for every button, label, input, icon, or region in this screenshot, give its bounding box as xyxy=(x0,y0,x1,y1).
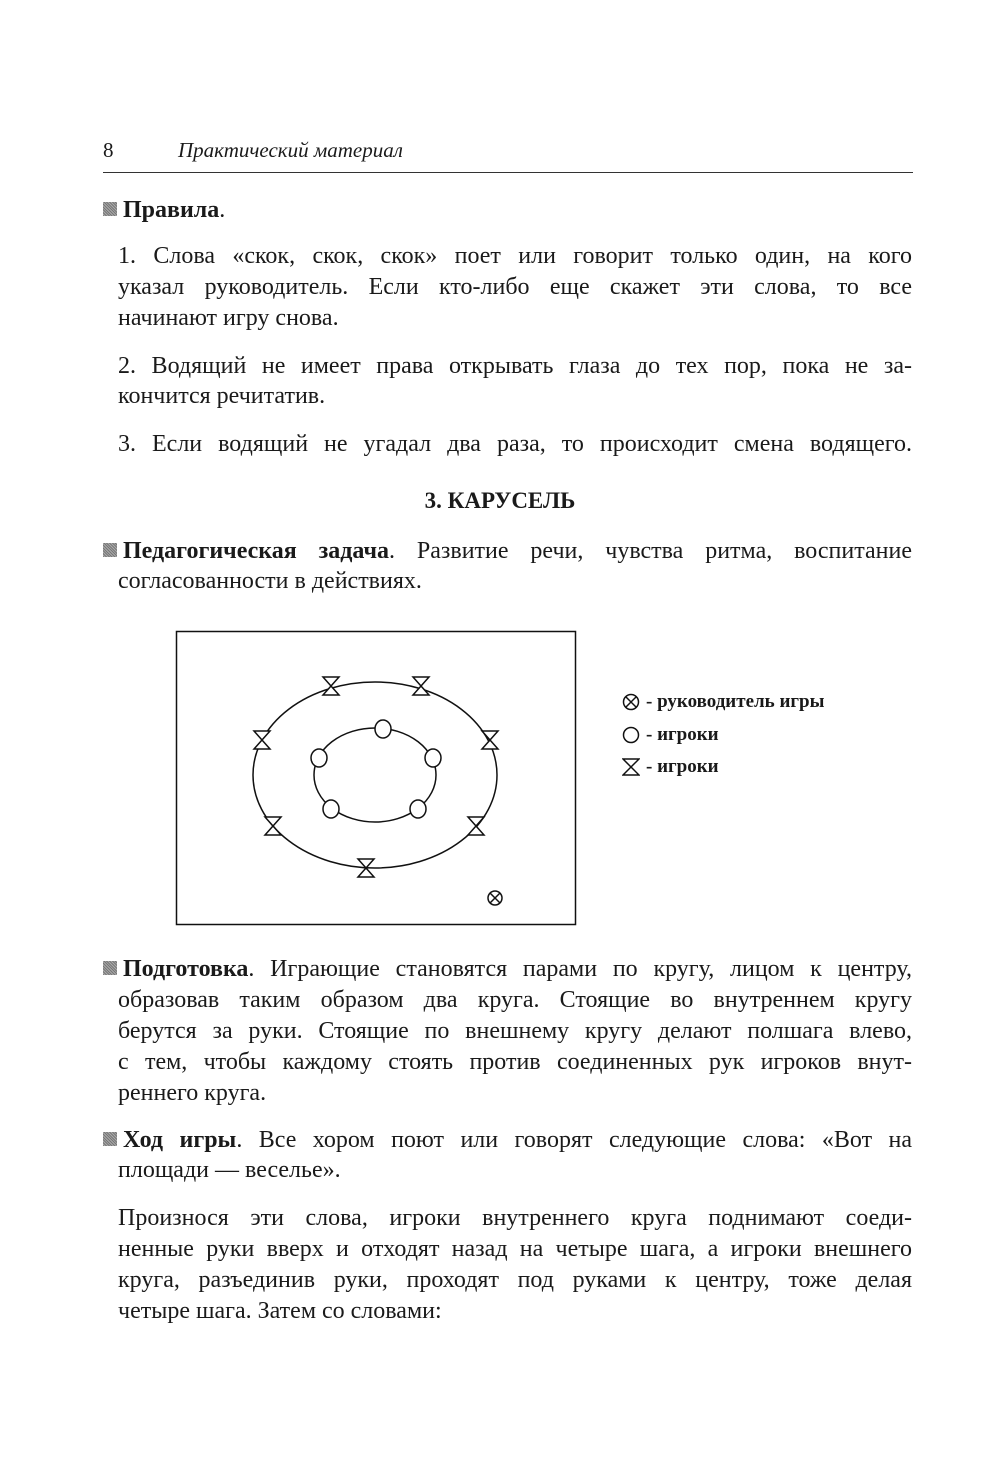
rules-line: 2. Водящий не имеет права открывать глаза до тех пор, пока не за- xyxy=(118,353,912,379)
rules-line: указал руководитель. Если кто-либо еще скажет эти слова, то все xyxy=(118,274,912,300)
outer-player-hourglass-icon xyxy=(413,677,429,695)
play-line: Ход игры. Все хором поют или говорят следующие слова: «Вот на xyxy=(103,1125,912,1156)
prep-line: Подготовка. Играющие становятся парами по кругу, лицом к центру, xyxy=(103,954,912,985)
inner-player-circle-icon xyxy=(311,749,327,767)
rules-line: кончится речитатив. xyxy=(118,383,326,409)
inner-player-circle-icon xyxy=(375,720,391,738)
legend-item-leader: - руководитель игры xyxy=(622,690,824,714)
bullet-square-icon xyxy=(103,961,117,975)
outer-player-hourglass-icon xyxy=(468,817,484,835)
running-title: Практический материал xyxy=(178,138,403,162)
para-line: ненные руки вверх и отходят назад на четыре шага, а игроки внешнего xyxy=(118,1236,912,1262)
section-heading: 3. КАРУСЕЛЬ xyxy=(424,488,576,513)
outer-player-hourglass-icon xyxy=(254,731,270,749)
outer-player-hourglass-icon xyxy=(265,817,281,835)
leader-icon xyxy=(488,891,502,905)
para-line: Произнося эти слова, игроки внутреннего круга поднимают соеди- xyxy=(118,1205,912,1231)
outer-circle xyxy=(253,682,497,868)
inner-player-circle-icon xyxy=(410,800,426,818)
page-number: 8 xyxy=(103,138,114,162)
legend-item-inner-players: - игроки xyxy=(622,723,719,747)
outer-player-hourglass-icon xyxy=(482,731,498,749)
prep-line: берутся за руки. Стоящие по внешнему кругу делают полшага влево, xyxy=(118,1018,912,1044)
task-line: Педагогическая задача. Развитие речи, чувства ритма, воспитание xyxy=(103,536,912,567)
bullet-square-icon xyxy=(103,1132,117,1146)
prep-line: образовав таким образом два круга. Стоящие во внутреннем кругу xyxy=(118,987,912,1013)
play-line: площади — веселье». xyxy=(118,1157,341,1183)
rules-title: Правила. xyxy=(103,195,912,226)
rules-line: 3. Если водящий не угадал два раза, то происходит смена водящего. xyxy=(118,431,912,457)
rules-line: 1. Слова «скок, скок, скок» поет или говорит только один, на кого xyxy=(118,243,912,269)
diagram-frame xyxy=(177,632,576,925)
legend-item-outer-players: - игроки xyxy=(622,755,719,779)
prep-line: с тем, чтобы каждому стоять против соединенных рук игроков внут- xyxy=(118,1049,912,1075)
circle-icon xyxy=(622,726,640,744)
leader-icon xyxy=(622,693,640,711)
para-line: круга, разъединив руки, проходят под руками к центру, тоже делая xyxy=(118,1267,912,1293)
task-line: согласованности в действиях. xyxy=(118,568,422,594)
hourglass-icon xyxy=(622,758,640,776)
para-line: четыре шага. Затем со словами: xyxy=(118,1298,442,1324)
inner-player-circle-icon xyxy=(425,749,441,767)
prep-line: реннего круга. xyxy=(118,1080,267,1106)
inner-player-circle-icon xyxy=(323,800,339,818)
rules-line: начинают игру снова. xyxy=(118,305,339,331)
